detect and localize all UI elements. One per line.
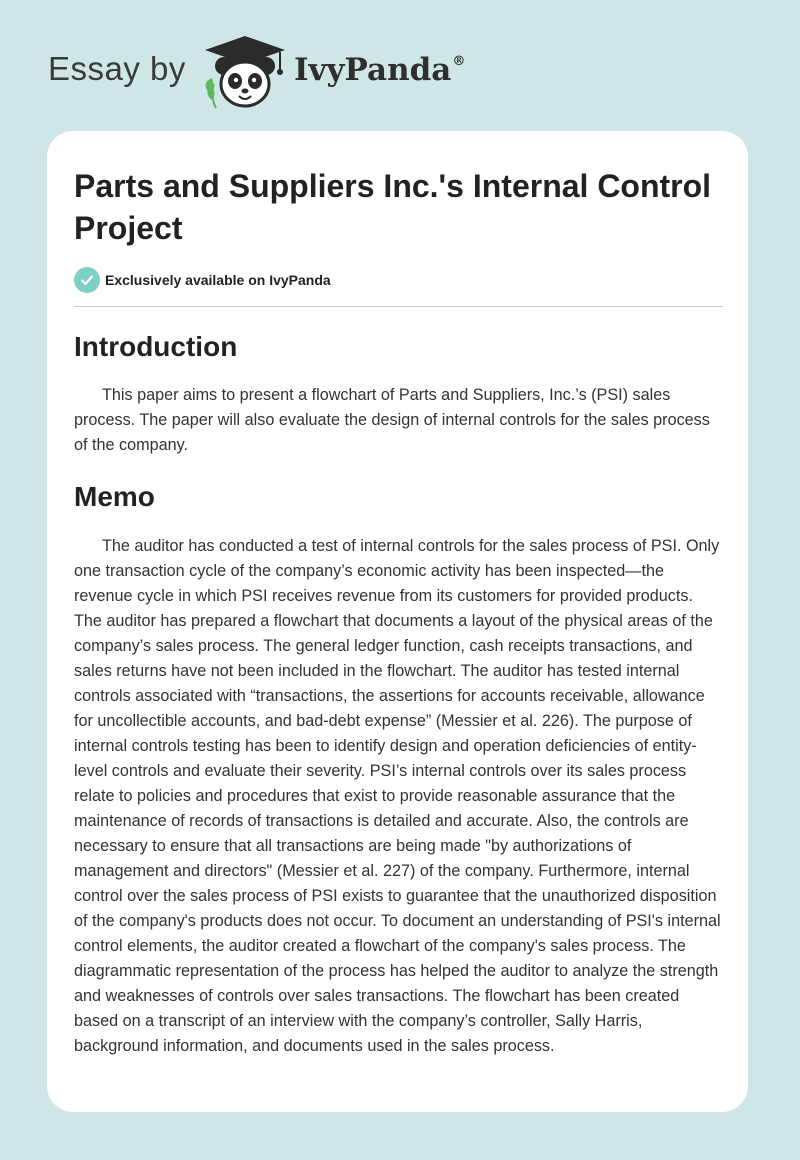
badge-label: Exclusively available on IvyPanda: [105, 272, 331, 288]
site-header: [0, 0, 800, 130]
essay-by-label: Essay by: [48, 50, 186, 87]
check-circle-icon: [74, 267, 100, 293]
brand-name[interactable]: IvyPanda®: [294, 52, 466, 88]
section-heading-memo: Memo: [74, 481, 155, 512]
panda-graduate-icon: [200, 34, 290, 110]
document-card: [47, 131, 748, 1112]
registered-mark: ®: [452, 54, 466, 69]
section-heading-introduction: Introduction: [74, 331, 238, 362]
document-content: [74, 165, 723, 1059]
section-paragraph-memo: The auditor has conducted a test of internal controls for the sales process of PSI. Only one transaction cycle of the company’s economic activity has been inspected—the revenue cycle in which PSI receives revenue from its customers for provided products. The auditor has prepared a flowchart that documents a layout of the physical areas of the company’s sales process. The general ledger function, cash receipts transactions, and sales returns have not been included in the flowchart. The auditor has tested internal controls associated with “transactions, the assertions for accounts receivable, allowance for uncollectible accounts, and bad-debt expense” (Messier et al. 226). The purpose of internal controls testing has been to identify design and operation deficiencies of entity-level controls and evaluate their severity. PSI’s internal controls over its sales process relate to policies and procedures that exist to provide reasonable assurance that the maintenance of records of transactions is detailed and accurate. Also, the controls are necessary to ensure that all transactions are being made "by authorizations of management and directors" (Messier et al. 227) of the company. Furthermore, internal control over the sales process of PSI exists to guarantee that the unauthorized disposition of the company's products does not occur. To document an understanding of PSI's internal control elements, the auditor created a flowchart of the company's sales process. The diagrammatic representation of the process has helped the auditor to analyze the strength and weaknesses of controls over sales transactions. The flowchart has been created based on a transcript of an interview with the company’s controller, Sally Harris, background information, and documents used in the sales process.: [74, 537, 721, 1055]
section-paragraph-introduction: This paper aims to present a flowchart of Parts and Suppliers, Inc.’s (PSI) sales process. The paper will also evaluate the design of internal controls for the sales process of the company.: [74, 386, 710, 454]
page-title: Parts and Suppliers Inc.'s Internal Control Project: [74, 168, 712, 246]
divider: [74, 306, 723, 307]
exclusive-badge: [74, 266, 723, 294]
